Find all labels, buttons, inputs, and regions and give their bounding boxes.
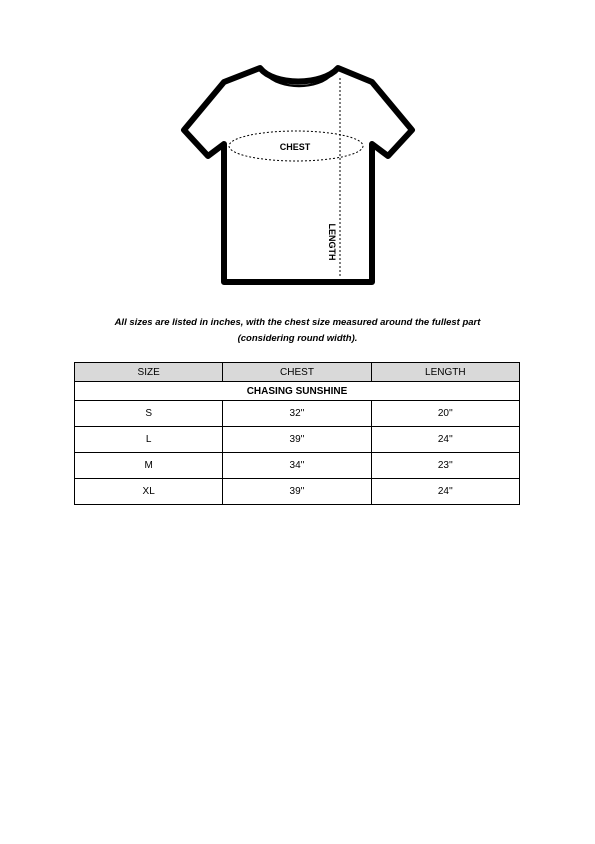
cell-length: 24'' bbox=[371, 479, 519, 505]
cell-length: 20'' bbox=[371, 401, 519, 427]
table-group-row bbox=[75, 382, 520, 401]
cell-length: 23'' bbox=[371, 453, 519, 479]
table-row bbox=[75, 453, 520, 479]
table-row bbox=[75, 479, 520, 505]
measurement-note-line-2: (considering round width). bbox=[237, 333, 358, 344]
table-row bbox=[75, 401, 520, 427]
table-header-row bbox=[75, 363, 520, 382]
size-chart-table bbox=[74, 362, 520, 505]
cell-chest: 32'' bbox=[223, 401, 371, 427]
tshirt-diagram bbox=[178, 60, 418, 288]
cell-chest: 39'' bbox=[223, 427, 371, 453]
chest-label: CHEST bbox=[279, 142, 311, 152]
length-label: LENGTH bbox=[327, 223, 337, 261]
measurement-note-line-1: All sizes are listed in inches, with the chest size measured around the fullest part bbox=[114, 317, 481, 328]
tshirt-body-shape bbox=[184, 68, 412, 282]
cell-size: L bbox=[75, 427, 223, 453]
tshirt-outline-icon bbox=[178, 60, 418, 288]
header-length: LENGTH bbox=[371, 363, 519, 382]
cell-chest: 34'' bbox=[223, 453, 371, 479]
header-size: SIZE bbox=[75, 363, 223, 382]
cell-size: M bbox=[75, 453, 223, 479]
cell-chest: 39'' bbox=[223, 479, 371, 505]
cell-size: S bbox=[75, 401, 223, 427]
measurement-note bbox=[60, 315, 535, 347]
cell-size: XL bbox=[75, 479, 223, 505]
header-chest: CHEST bbox=[223, 363, 371, 382]
table-row bbox=[75, 427, 520, 453]
cell-length: 24'' bbox=[371, 427, 519, 453]
product-name: CHASING SUNSHINE bbox=[75, 382, 520, 401]
